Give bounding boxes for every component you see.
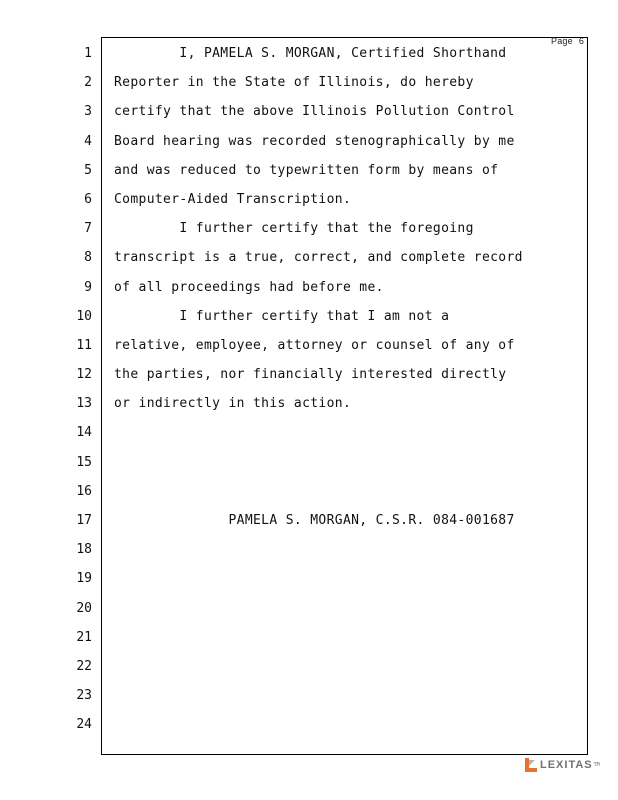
line-number: 11 [76, 337, 92, 353]
transcript-line: and was reduced to typewritten form by means of [114, 162, 499, 178]
transcript-line: relative, employee, attorney or counsel of any of [114, 337, 515, 353]
transcript-line: transcript is a true, correct, and complete record [114, 250, 523, 266]
line-number: 9 [84, 279, 92, 295]
lexitas-logo [525, 756, 600, 774]
line-number: 20 [76, 600, 92, 616]
transcript-line: I, PAMELA S. MORGAN, Certified Shorthand [114, 46, 507, 61]
line-number: 6 [84, 191, 92, 207]
line-number-column [60, 45, 92, 746]
transcript-line [114, 687, 579, 716]
line-number: 5 [84, 162, 92, 178]
line-number: 16 [76, 483, 92, 499]
line-number: 15 [76, 454, 92, 470]
transcript-line: Reporter in the State of Illinois, do hereby [114, 75, 474, 91]
line-number: 12 [76, 367, 92, 383]
line-number: 18 [76, 542, 92, 558]
transcript-line: of all proceedings had before me. [114, 279, 384, 295]
transcript-line [114, 570, 579, 599]
line-number: 2 [84, 75, 92, 91]
transcript-line: the parties, nor financially interested directly [114, 367, 507, 383]
line-number: 8 [84, 250, 92, 266]
transcript-line: certify that the above Illinois Pollution Control [114, 104, 515, 120]
logo-trademark: TM [593, 762, 600, 768]
line-number: 17 [76, 513, 92, 528]
line-number: 7 [84, 221, 92, 237]
transcript-line [114, 483, 579, 512]
line-number: 23 [76, 688, 92, 704]
transcript-line [114, 600, 579, 629]
line-number: 22 [76, 658, 92, 674]
line-number: 4 [84, 133, 92, 149]
line-number: 3 [84, 104, 92, 120]
transcript-line: or indirectly in this action. [114, 396, 352, 412]
line-number: 13 [76, 396, 92, 412]
transcript-line: Board hearing was recorded stenographically by me [114, 133, 515, 149]
page-label-text: Page [551, 36, 573, 46]
line-number: 10 [76, 308, 92, 324]
lexitas-logo-icon [525, 758, 537, 772]
line-number: 14 [76, 425, 92, 441]
transcript-line: Computer-Aided Transcription. [114, 191, 352, 207]
transcript-line: I further certify that the foregoing [114, 221, 474, 237]
line-number: 1 [84, 46, 92, 61]
line-number: 21 [76, 629, 92, 645]
transcript-line [114, 629, 579, 658]
line-number: 24 [76, 717, 92, 733]
transcript-line [114, 541, 579, 570]
line-number: 19 [76, 571, 92, 587]
logo-text: LEXITAS [540, 759, 593, 771]
page-number: 6 [578, 36, 585, 46]
transcript-line [114, 424, 579, 453]
transcript-body [114, 45, 579, 746]
transcript-line [114, 454, 579, 483]
transcript-line [114, 716, 579, 745]
signature-line: PAMELA S. MORGAN, C.S.R. 084-001687 [114, 513, 515, 528]
transcript-line: I further certify that I am not a [114, 308, 450, 324]
transcript-line [114, 658, 579, 687]
